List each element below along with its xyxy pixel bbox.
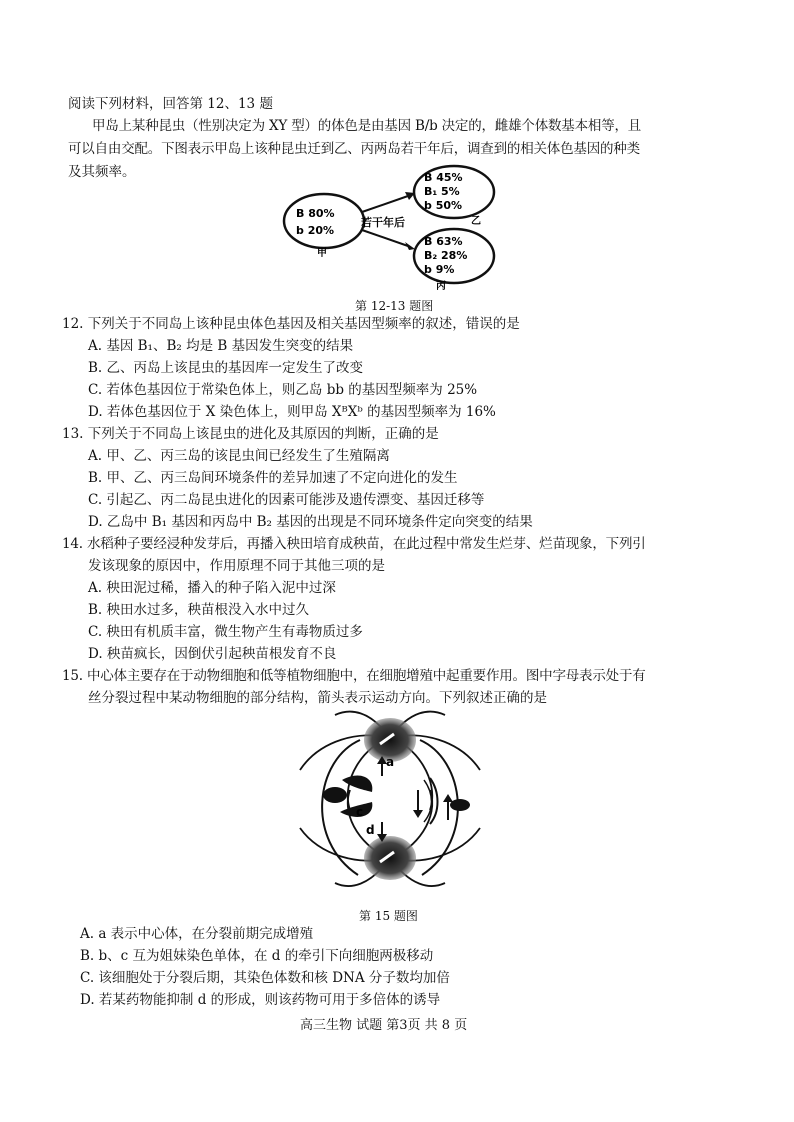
q12-option-a: A. 基因 B₁、B₂ 均是 B 基因发生突变的结果: [88, 338, 354, 354]
q12-stem: 12. 下列关于不同岛上该种昆虫体色基因及相关基因型频率的叙述，错误的是: [62, 316, 520, 332]
island-jia-ellipse: [284, 194, 364, 248]
jia-B-frequency: B 80%: [296, 207, 335, 220]
q13-stem: 13. 下列关于不同岛上该昆虫的进化及其原因的判断，正确的是: [62, 426, 439, 442]
q15-option-a: A. a 表示中心体，在分裂前期完成增殖: [80, 926, 314, 942]
yi-B-frequency: B 45%: [424, 171, 463, 184]
bing-b-frequency: b 9%: [424, 263, 455, 276]
island-bing-label: 丙: [436, 281, 446, 292]
reading-heading: 阅读下列材料，回答第 12、13 题: [68, 96, 273, 112]
chromosome-left: [323, 787, 347, 803]
bing-B-frequency: B 63%: [424, 235, 463, 248]
material-paragraph-line-2: 可以自由交配。下图表示甲岛上该种昆虫迁到乙、丙两岛若干年后，调查到的相关体色基因的种类: [68, 141, 640, 157]
q14-stem-line-2: 发该现象的原因中，作用原理不同于其他三项的是: [88, 558, 385, 574]
q12-option-b: B. 乙、丙岛上该昆虫的基因库一定发生了改变: [88, 360, 364, 376]
bing-B2-frequency: B₂ 28%: [424, 249, 468, 262]
figure-15-caption: 第 15 题图: [359, 909, 418, 923]
figure-12-13-caption: 第 12-13 题图: [355, 299, 434, 313]
mitosis-cell-diagram: [290, 700, 490, 905]
label-c: c: [356, 805, 364, 819]
q15-option-d: D. 若某药物能抑制 d 的形成，则该药物可用于多倍体的诱导: [80, 992, 441, 1008]
label-b: b: [356, 789, 365, 803]
q13-option-a: A. 甲、乙、丙三岛的该昆虫间已经发生了生殖隔离: [88, 448, 390, 464]
chromosome-right: [450, 799, 470, 811]
arrow-label-after-years: 若干年后: [361, 216, 405, 229]
island-gene-frequency-diagram: [270, 162, 500, 294]
label-d: d: [366, 823, 375, 837]
arrow-to-yi: [362, 196, 408, 212]
q12-option-c: C. 若体色基因位于常染色体上，则乙岛 bb 的基因型频率为 25%: [88, 382, 478, 398]
q13-option-d: D. 乙岛中 B₁ 基因和丙岛中 B₂ 基因的出现是不同环境条件定向突变的结果: [88, 514, 533, 530]
label-a: a: [386, 755, 395, 769]
q15-option-b: B. b、c 互为姐妹染色单体，在 d 的牵引下向细胞两极移动: [80, 948, 434, 964]
yi-b-frequency: b 50%: [424, 199, 463, 212]
q15-stem-line-2: 丝分裂过程中某动物细胞的部分结构，箭头表示运动方向。下列叙述正确的是: [88, 690, 547, 706]
page-footer: 高三生物 试题 第3页 共 8 页: [300, 1018, 468, 1033]
material-paragraph-line-3: 及其频率。: [68, 164, 136, 180]
q13-option-b: B. 甲、乙、丙三岛间环境条件的差异加速了不定向进化的发生: [88, 470, 458, 486]
centrosome-bottom: [364, 836, 416, 880]
yi-B1-frequency: B₁ 5%: [424, 185, 460, 198]
q14-stem-line-1: 14. 水稻种子要经浸种发芽后，再播入秧田培育成秧苗，在此过程中常发生烂芽、烂苗现象，下列引: [62, 536, 646, 552]
material-paragraph-line-1: 甲岛上某种昆虫（性别决定为 XY 型）的体色是由基因 B/b 决定的，雌雄个体数基本相等，且: [92, 118, 642, 134]
jia-b-frequency: b 20%: [296, 224, 335, 237]
q12-option-d: D. 若体色基因位于 X 染色体上，则甲岛 XᴮXᵇ 的基因型频率为 16%: [88, 404, 496, 420]
q15-stem-line-1: 15. 中心体主要存在于动物细胞和低等植物细胞中，在细胞增殖中起重要作用。图中字母表示处于有: [62, 668, 646, 684]
q14-option-b: B. 秧田水过多，秧苗根没入水中过久: [88, 602, 310, 618]
island-yi-label: 乙: [471, 216, 481, 227]
q14-option-a: A. 秧田泥过稀，播入的种子陷入泥中过深: [88, 580, 336, 596]
q14-option-c: C. 秧田有机质丰富，微生物产生有毒物质过多: [88, 624, 363, 640]
q14-option-d: D. 秧苗疯长，因倒伏引起秧苗根发育不良: [88, 646, 337, 662]
q15-option-c: C. 该细胞处于分裂后期，其染色体数和核 DNA 分子数均加倍: [80, 970, 450, 986]
arrow-to-bing: [362, 230, 408, 246]
island-jia-label: 甲: [317, 248, 327, 259]
q13-option-c: C. 引起乙、丙二岛昆虫进化的因素可能涉及遗传漂变、基因迁移等: [88, 492, 485, 508]
